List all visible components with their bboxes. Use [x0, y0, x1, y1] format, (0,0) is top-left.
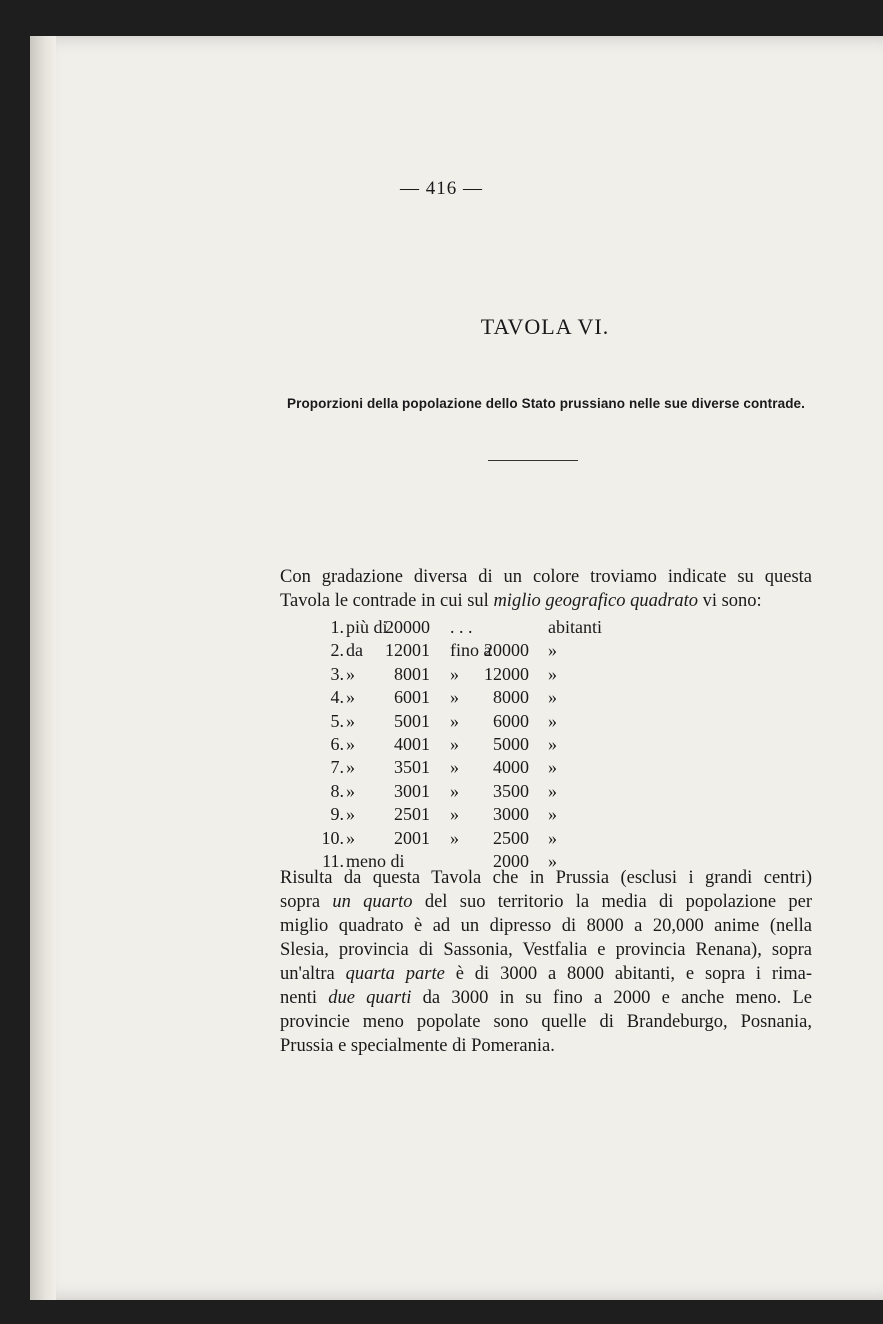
table-cell-num: 9.	[330, 804, 344, 825]
conclusion-line: nenti due quarti da 3000 in su fino a 2000 e anche meno. Le	[280, 988, 812, 1008]
table-cell-mid: »	[450, 687, 459, 708]
conclusion-line: un'altra quarta parte è di 3000 a 8000 abitanti, e sopra i rima-	[280, 964, 812, 984]
table-cell-prep: »	[346, 663, 355, 684]
population-table	[300, 616, 620, 873]
table-cell-to: 3500	[493, 780, 529, 801]
table-cell-to: 4000	[493, 757, 529, 778]
table-cell-unit: »	[548, 687, 557, 708]
divider-rule	[488, 460, 578, 461]
page-edge-shadow	[30, 36, 56, 1300]
table-cell-prep: »	[346, 780, 355, 801]
table-cell-num: 5.	[330, 710, 344, 731]
table-cell-to: 20000	[484, 640, 529, 661]
table-cell-unit: »	[548, 850, 557, 871]
table-cell-mid: »	[450, 827, 459, 848]
table-cell-num: 3.	[330, 663, 344, 684]
table-cell-from: 8001	[394, 663, 430, 684]
table-cell-to: 6000	[493, 710, 529, 731]
conclusion-line: provincie meno popolate sono quelle di Brandeburgo, Posnania,	[280, 1012, 812, 1032]
table-cell-from: 4001	[394, 733, 430, 754]
table-cell-num: 6.	[330, 733, 344, 754]
table-row	[300, 616, 620, 639]
table-cell-mid: »	[450, 804, 459, 825]
table-cell-from: 3501	[394, 757, 430, 778]
table-subtitle: Proporzioni della popolazione dello Stato prussiano nelle sue diverse contrade.	[287, 396, 805, 411]
tavola-title: TAVOLA VI.	[480, 314, 610, 339]
conclusion-line: miglio quadrato è ad un dipresso di 8000 a 20,000 anime (nella	[280, 916, 812, 936]
table-cell-from: 2501	[394, 804, 430, 825]
table-cell-from: 12001	[385, 640, 430, 661]
table-cell-from: 2001	[394, 827, 430, 848]
table-cell-to: 2000	[493, 850, 529, 871]
table-cell-unit: abitanti	[548, 617, 602, 637]
table-cell-num: 4.	[330, 687, 344, 708]
table-cell-mid: »	[450, 780, 459, 801]
table-cell-mid: . . .	[450, 617, 473, 637]
table-cell-prep: »	[346, 757, 355, 778]
intro-paragraph	[280, 565, 812, 613]
conclusion-line: Risulta da questa Tavola che in Prussia (esclusi i grandi centri)	[280, 868, 812, 888]
table-row	[300, 710, 620, 733]
table-cell-num: 8.	[330, 780, 344, 801]
conclusion-paragraph	[280, 866, 812, 1058]
conclusion-line: Prussia e specialmente di Pomerania.	[280, 1036, 555, 1056]
table-row	[300, 803, 620, 826]
intro-line: Tavola le contrade in cui sul miglio geografico quadrato vi sono:	[280, 591, 762, 611]
table-row	[300, 827, 620, 850]
table-cell-prep: »	[346, 687, 355, 708]
table-cell-prep: »	[346, 804, 355, 825]
conclusion-line: sopra un quarto del suo territorio la media di popolazione per	[280, 892, 812, 912]
table-cell-to: 8000	[493, 687, 529, 708]
table-cell-prep: »	[346, 733, 355, 754]
table-row	[300, 756, 620, 779]
table-cell-prep: meno di	[346, 850, 405, 871]
table-cell-num: 2.	[330, 640, 344, 661]
table-cell-num: 10.	[321, 827, 344, 848]
table-cell-to: 3000	[493, 804, 529, 825]
page-number: — 416 —	[400, 178, 483, 199]
table-cell-unit: »	[548, 804, 557, 825]
table-cell-num: 7.	[330, 757, 344, 778]
table-row	[300, 733, 620, 756]
table-cell-unit: »	[548, 733, 557, 754]
table-cell-mid: »	[450, 733, 459, 754]
table-cell-mid: fino a	[450, 640, 492, 661]
table-cell-unit: »	[548, 757, 557, 778]
table-cell-num: 11.	[322, 850, 344, 871]
table-cell-from: 5001	[394, 710, 430, 731]
table-row	[300, 639, 620, 662]
table-cell-mid: »	[450, 663, 459, 684]
table-cell-prep: più di	[346, 617, 388, 637]
table-row	[300, 663, 620, 686]
table-row	[300, 686, 620, 709]
table-cell-prep: »	[346, 827, 355, 848]
table-cell-unit: »	[548, 780, 557, 801]
table-cell-unit: »	[548, 640, 557, 661]
table-cell-unit: »	[548, 663, 557, 684]
table-cell-num: 1.	[330, 617, 344, 637]
table-cell-unit: »	[548, 827, 557, 848]
table-cell-mid: »	[450, 757, 459, 778]
table-cell-prep: da	[346, 640, 363, 661]
table-cell-prep: »	[346, 710, 355, 731]
table-cell-unit: »	[548, 710, 557, 731]
intro-line: Con gradazione diversa di un colore troviamo indicate su questa	[280, 567, 812, 587]
table-cell-from: 3001	[394, 780, 430, 801]
table-cell-to: 2500	[493, 827, 529, 848]
table-cell-to: 12000	[484, 663, 529, 684]
table-cell-to: 5000	[493, 733, 529, 754]
table-cell-from: 6001	[394, 687, 430, 708]
table-cell-from: 20000	[385, 617, 430, 637]
table-cell-mid: »	[450, 710, 459, 731]
conclusion-line: Slesia, provincia di Sassonia, Vestfalia e provincia Renana), sopra	[280, 940, 812, 960]
table-row	[300, 780, 620, 803]
